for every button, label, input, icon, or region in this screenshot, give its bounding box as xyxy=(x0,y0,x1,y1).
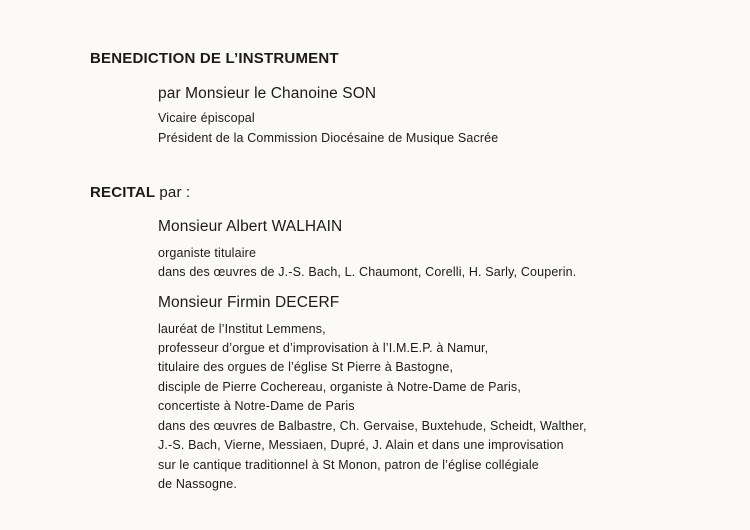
performer-detail: lauréat de l’Institut Lemmens, xyxy=(158,322,326,336)
performer-detail: disciple de Pierre Cochereau, organiste à Notre-Dame de Paris, xyxy=(158,380,521,394)
performer-detail: de Nassogne. xyxy=(158,477,237,491)
performer-detail: organiste titulaire xyxy=(158,246,257,260)
officiant-name: par Monsieur le Chanoine SON xyxy=(158,85,377,102)
performer-name-walhain: Monsieur Albert WALHAIN xyxy=(158,218,343,235)
officiant-title: Vicaire épiscopal xyxy=(158,111,255,125)
recital-heading-rest: par : xyxy=(159,184,191,201)
performer-detail: sur le cantique traditionnel à St Monon, patron de l’église collégiale xyxy=(158,458,539,472)
performer-name-decerf: Monsieur Firmin DECERF xyxy=(158,294,340,311)
recital-heading xyxy=(90,184,190,201)
performer-detail: concertiste à Notre-Dame de Paris xyxy=(158,399,355,413)
performer-detail: dans des œuvres de J.-S. Bach, L. Chaumont, Corelli, H. Sarly, Couperin. xyxy=(158,265,577,279)
performer-detail: professeur d’orgue et d’improvisation à l’I.M.E.P. à Namur, xyxy=(158,341,489,355)
performer-detail: dans des œuvres de Balbastre, Ch. Gervaise, Buxtehude, Scheidt, Walther, xyxy=(158,419,587,433)
performer-detail: titulaire des orgues de l’église St Pierre à Bastogne, xyxy=(158,360,454,374)
recital-heading-bold: RECITAL xyxy=(90,184,156,201)
performer-detail: J.-S. Bach, Vierne, Messiaen, Dupré, J. Alain et dans une improvisation xyxy=(158,438,564,452)
officiant-title: Président de la Commission Diocésaine de Musique Sacrée xyxy=(158,131,499,145)
benediction-heading: BENEDICTION DE L’INSTRUMENT xyxy=(90,50,339,67)
